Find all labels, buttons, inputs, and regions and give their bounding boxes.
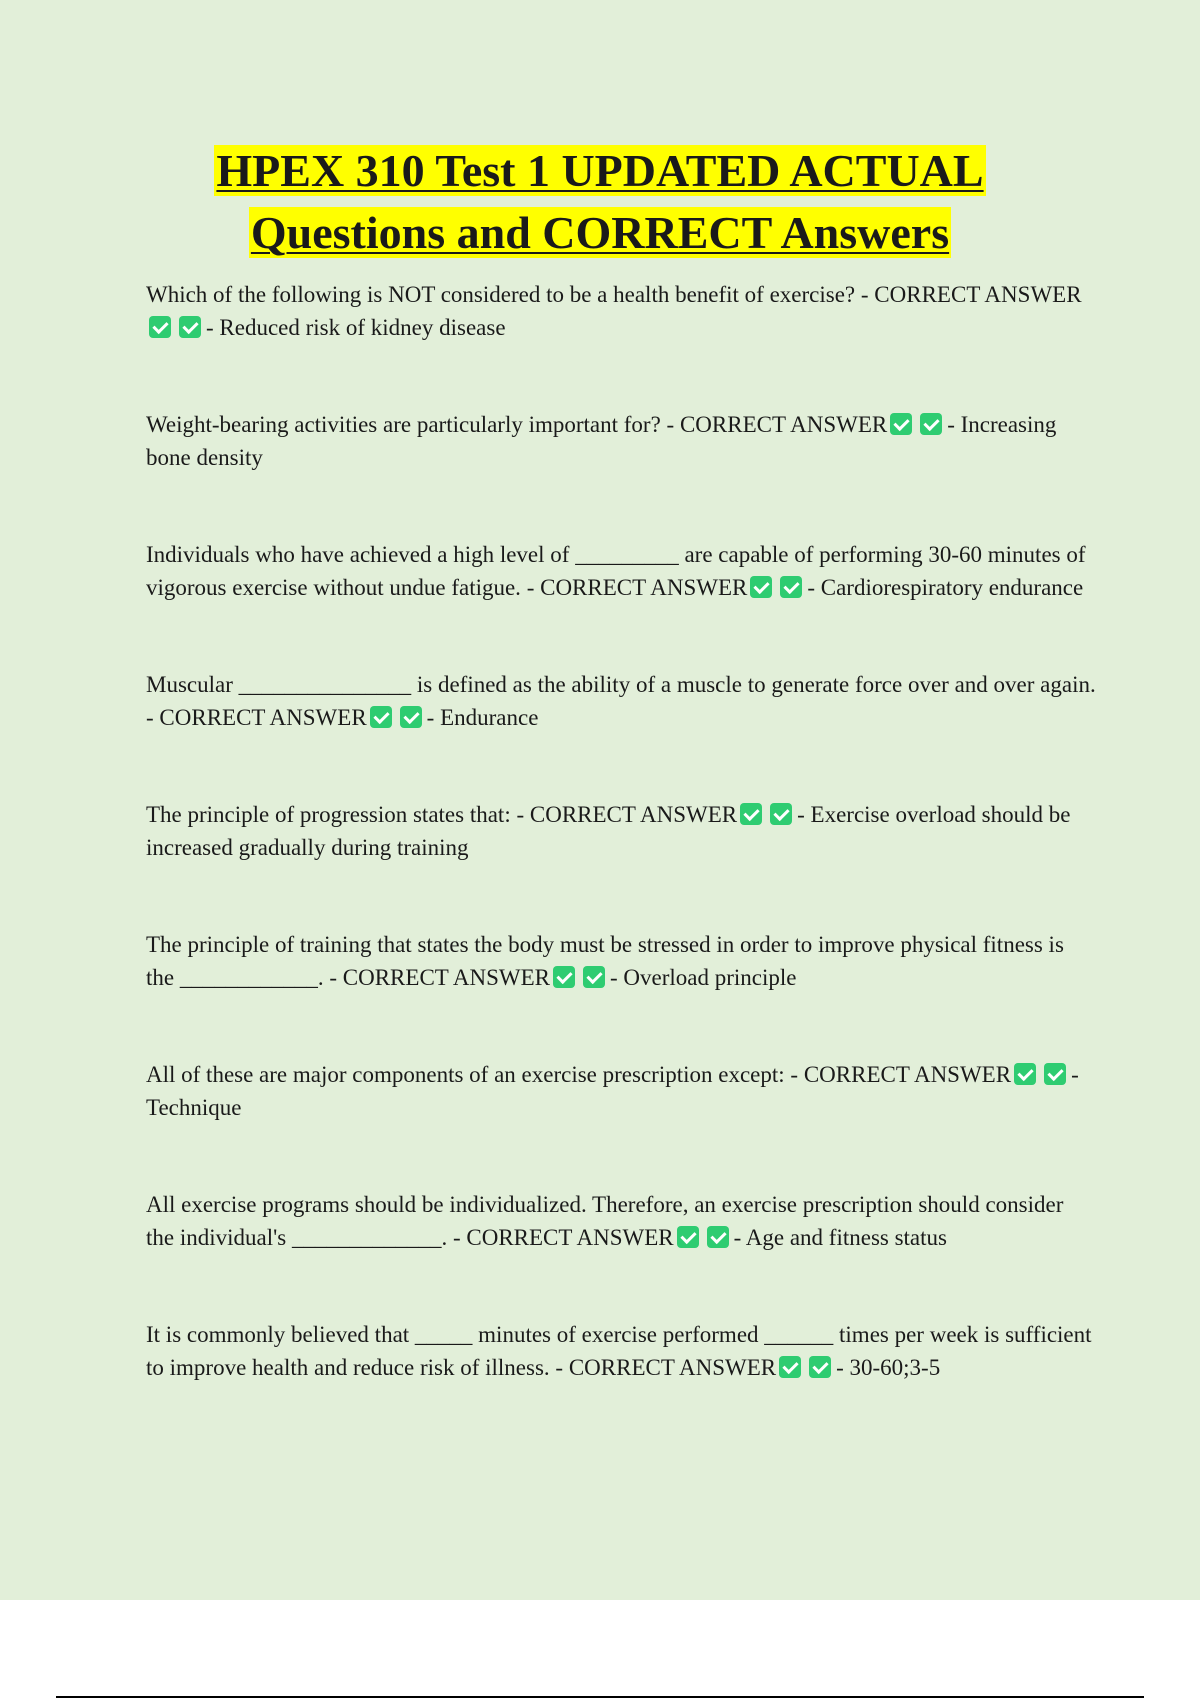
title-line-1: HPEX 310 Test 1 UPDATED ACTUAL — [216, 145, 984, 196]
answer-text: - 30-60;3-5 — [836, 1355, 941, 1380]
answer-text: - Overload principle — [610, 965, 797, 990]
qa-item — [146, 668, 1096, 734]
qa-item — [146, 408, 1096, 474]
check-icon — [400, 706, 422, 728]
question-text: The principle of progression states that: — [146, 802, 511, 827]
footer-divider — [56, 1696, 1144, 1698]
check-icon — [370, 706, 392, 728]
title-line-2: Questions and CORRECT Answers — [250, 207, 950, 258]
check-icon — [677, 1226, 699, 1248]
check-icon — [890, 413, 912, 435]
check-icon — [740, 803, 762, 825]
question-text: Which of the following is NOT considered to be a health benefit of exercise? — [146, 282, 856, 307]
question-text: All exercise programs should be individualized. Therefore, an exercise prescription should consider the individual's _____________. — [146, 1192, 1064, 1250]
check-icon — [583, 966, 605, 988]
answer-marker: - CORRECT ANSWER — [526, 575, 748, 600]
check-icon — [750, 576, 772, 598]
qa-item — [146, 278, 1096, 344]
check-icon — [707, 1226, 729, 1248]
answer-text: - Exercise overload should be increased gradually during training — [146, 802, 1071, 860]
answer-marker: - CORRECT ANSWER — [666, 412, 888, 437]
answer-marker: - CORRECT ANSWER — [555, 1355, 777, 1380]
question-text: Individuals who have achieved a high level of _________ are capable of performing 30-60 minutes of vigorous exercise without undue fatigue. — [146, 542, 1086, 600]
check-icon — [920, 413, 942, 435]
qa-item — [146, 928, 1096, 994]
answer-text: - Age and fitness status — [733, 1225, 947, 1250]
document-title — [0, 140, 1200, 264]
answer-marker: - CORRECT ANSWER — [329, 965, 551, 990]
check-icon — [149, 316, 171, 338]
answer-text: - Increasing bone density — [146, 412, 1057, 470]
qa-item — [146, 1188, 1096, 1254]
check-icon — [779, 1356, 801, 1378]
qa-item — [146, 1058, 1096, 1124]
answer-marker: - CORRECT ANSWER — [860, 282, 1082, 307]
answer-text: - Endurance — [426, 705, 539, 730]
check-icon — [809, 1356, 831, 1378]
question-text: Weight-bearing activities are particularly important for? — [146, 412, 661, 437]
qa-item — [146, 1318, 1096, 1384]
answer-marker: - CORRECT ANSWER — [146, 705, 367, 730]
check-icon — [780, 576, 802, 598]
answer-text: - Reduced risk of kidney disease — [206, 315, 506, 340]
question-text: The principle of training that states the body must be stressed in order to improve physical fitness is the ____________. — [146, 932, 1064, 990]
qa-item — [146, 798, 1096, 864]
answer-marker: - CORRECT ANSWER — [452, 1225, 674, 1250]
qa-item — [146, 538, 1096, 604]
check-icon — [1044, 1063, 1066, 1085]
check-icon — [553, 966, 575, 988]
answer-text: - Cardiorespiratory endurance — [807, 575, 1084, 600]
question-text: Muscular _______________ is defined as the ability of a muscle to generate force over and over again. — [146, 672, 1096, 697]
answer-text: - Technique — [146, 1062, 1079, 1120]
check-icon — [1014, 1063, 1036, 1085]
answer-marker: - CORRECT ANSWER — [516, 802, 738, 827]
check-icon — [179, 316, 201, 338]
question-text: It is commonly believed that _____ minutes of exercise performed ______ times per week is sufficient to improve health and reduce risk of illness. — [146, 1322, 1092, 1380]
answer-marker: - CORRECT ANSWER — [790, 1062, 1012, 1087]
qa-list — [146, 278, 1096, 1384]
question-text: All of these are major components of an exercise prescription except: — [146, 1062, 785, 1087]
check-icon — [770, 803, 792, 825]
